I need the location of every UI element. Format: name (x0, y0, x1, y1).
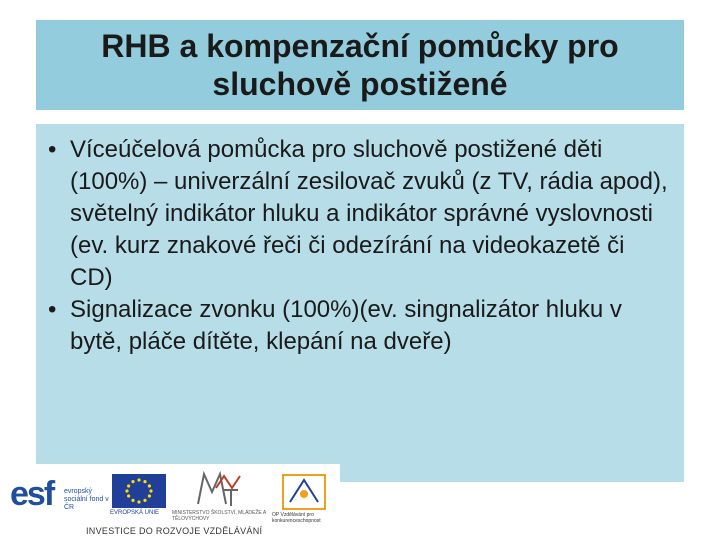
bullet-marker: • (48, 296, 57, 323)
esf-logo: esf (10, 475, 54, 513)
bullet-marker: • (48, 136, 57, 163)
slide-title: RHB a kompenzační pomůcky pro sluchově postižené (101, 28, 619, 102)
esf-caption: evropský sociální fond v ČR (64, 488, 109, 511)
eu-caption: EVROPSKÁ UNIE (110, 510, 160, 516)
op-logo-icon (282, 474, 326, 510)
bullet-text: Víceúčelová pomůcka pro sluchově postižené děti (100%) – univerzální zesilovač zvuků (z TV, rádia apod), světelný indikátor hluku a indikátor správné vyslovnosti (ev. kurz znakové řeči či odezírání na videokazetě či CD) (70, 136, 668, 291)
bullet-item-1 (44, 134, 668, 294)
msmt-caption: MINISTERSTVO ŠKOLSTVÍ, MLÁDEŽE A TĚLOVÝCHOVY (172, 510, 266, 522)
msmt-logo-icon (194, 468, 244, 510)
logo-footer-text: INVESTICE DO ROZVOJE VZDĚLÁVÁNÍ (86, 526, 263, 536)
eu-flag-icon (112, 474, 166, 508)
bullet-list (36, 124, 684, 358)
slide-content-box (36, 124, 684, 482)
slide-title-box (36, 20, 684, 110)
bullet-item-2 (44, 294, 668, 358)
op-caption: OP Vzdělávání pro konkurenceschopnost (272, 512, 321, 524)
logo-strip (6, 464, 340, 540)
bullet-text: Signalizace zvonku (100%)(ev. singnalizátor hluku v bytě, pláče dítěte, klepání na dveře) (70, 296, 622, 355)
